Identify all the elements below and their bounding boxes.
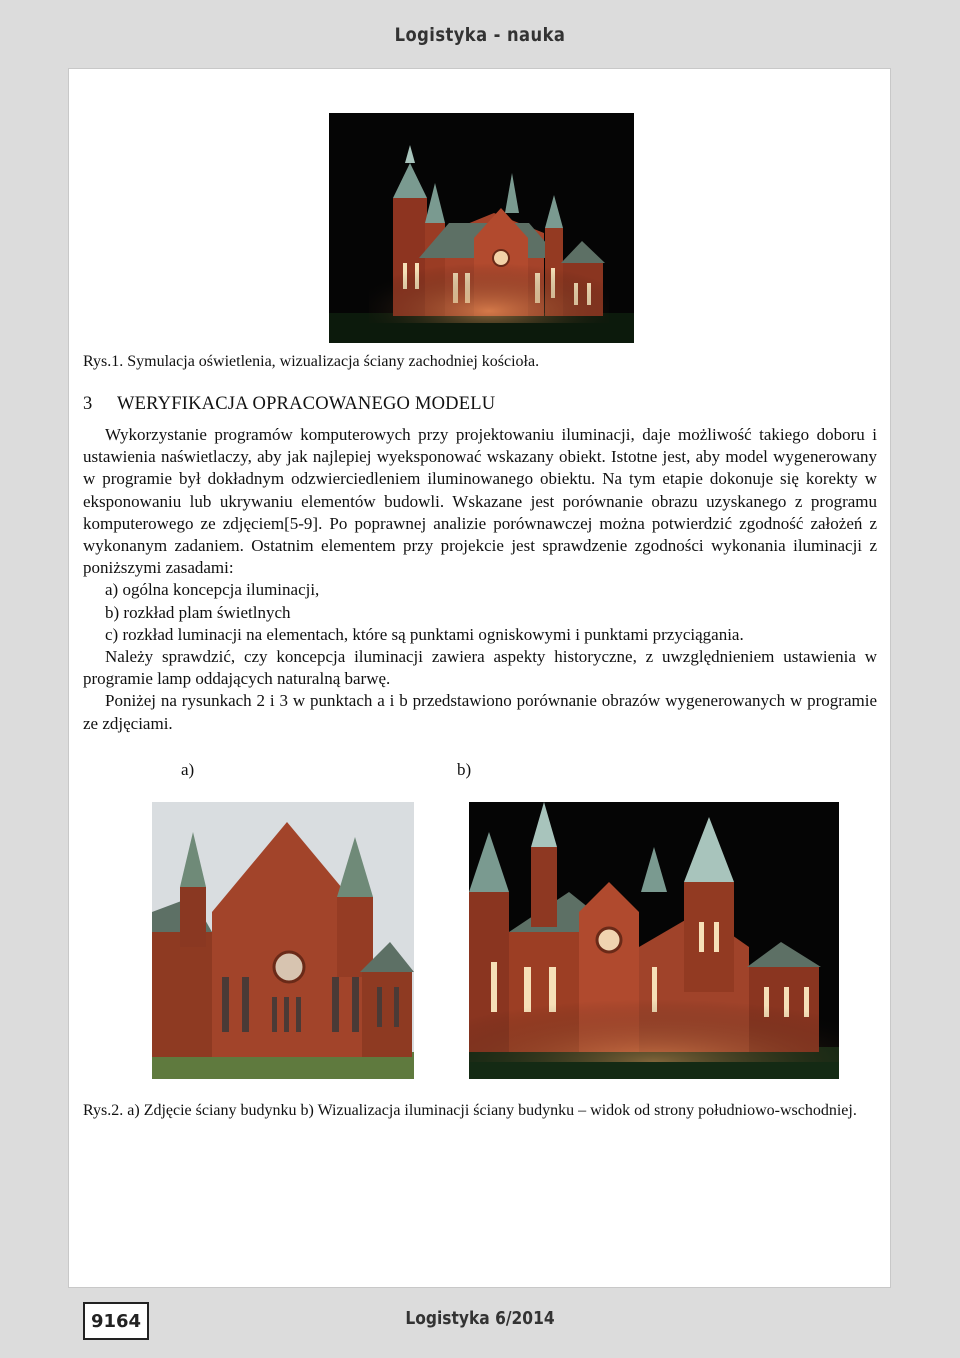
paragraph-2: Należy sprawdzić, czy koncepcja iluminacji zawiera aspekty historyczne, z uwzględnieniem ustawienia w programie lamp oddających naturalną barwę. — [83, 647, 877, 689]
body-text — [83, 424, 877, 735]
figure-2b-label: b) — [457, 760, 472, 779]
section-title: WERYFIKACJA OPRACOWANEGO MODELU — [117, 394, 496, 414]
figure-1-caption: Rys.1. Symulacja oświetlenia, wizualizacja ściany zachodniej kościoła. — [83, 353, 540, 370]
list-item: b) rozkład plam świetlnych — [105, 602, 291, 622]
figure-2-caption: Rys.2. a) Zdjęcie ściany budynku b) Wizualizacja iluminacji ściany budynku – widok od strony południowo-wschodniej. — [83, 1102, 857, 1119]
page-number-box: 9164 — [83, 1302, 149, 1340]
paragraph-3: Poniżej na rysunkach 2 i 3 w punktach a i b przedstawiono porównanie obrazów wygenerowanych w programie ze zdjęciami. — [83, 691, 877, 733]
list-item: a) ogólna koncepcja iluminacji, — [105, 580, 320, 600]
section-heading — [83, 392, 883, 416]
list-item: c) rozkład luminacji na elementach, które są punktami ogniskowymi i punktami przyciągania. — [105, 624, 744, 644]
section-number: 3 — [83, 394, 93, 414]
figure-1-church-night-simulation — [329, 113, 634, 343]
figure-2b-church-illumination — [469, 802, 839, 1079]
journal-footer: Logistyka 6/2014 — [405, 1308, 555, 1329]
figure-2a-church-photo — [152, 802, 414, 1079]
figure-2a-label: a) — [181, 760, 195, 779]
running-header: Logistyka - nauka — [394, 24, 566, 46]
paragraph-1: Wykorzystanie programów komputerowych przy projektowaniu iluminacji, daje możliwość takiego doboru i ustawienia naświetlaczy, aby jak najlepiej wyeksponować wskazany obiekt. Istotne jest, aby model wygenerowany w programie był dokładnym odzwierciedleniem iluminowanego obiektu. Na tym etapie dokonuje się korekty w eksponowaniu lub ukrywaniu elementów budowli. Wskazane jest porównanie obrazu uzyskanego z programu komputerowego ze zdjęciem[5-9]. Po poprawnej analizie porównawczej można potwierdzić zgodność założeń z wykonanym zadaniem. Ostatnim elementem przy projekcie jest sprawdzenie zgodności wykonania iluminacji z poniższymi zasadami: — [83, 425, 877, 578]
